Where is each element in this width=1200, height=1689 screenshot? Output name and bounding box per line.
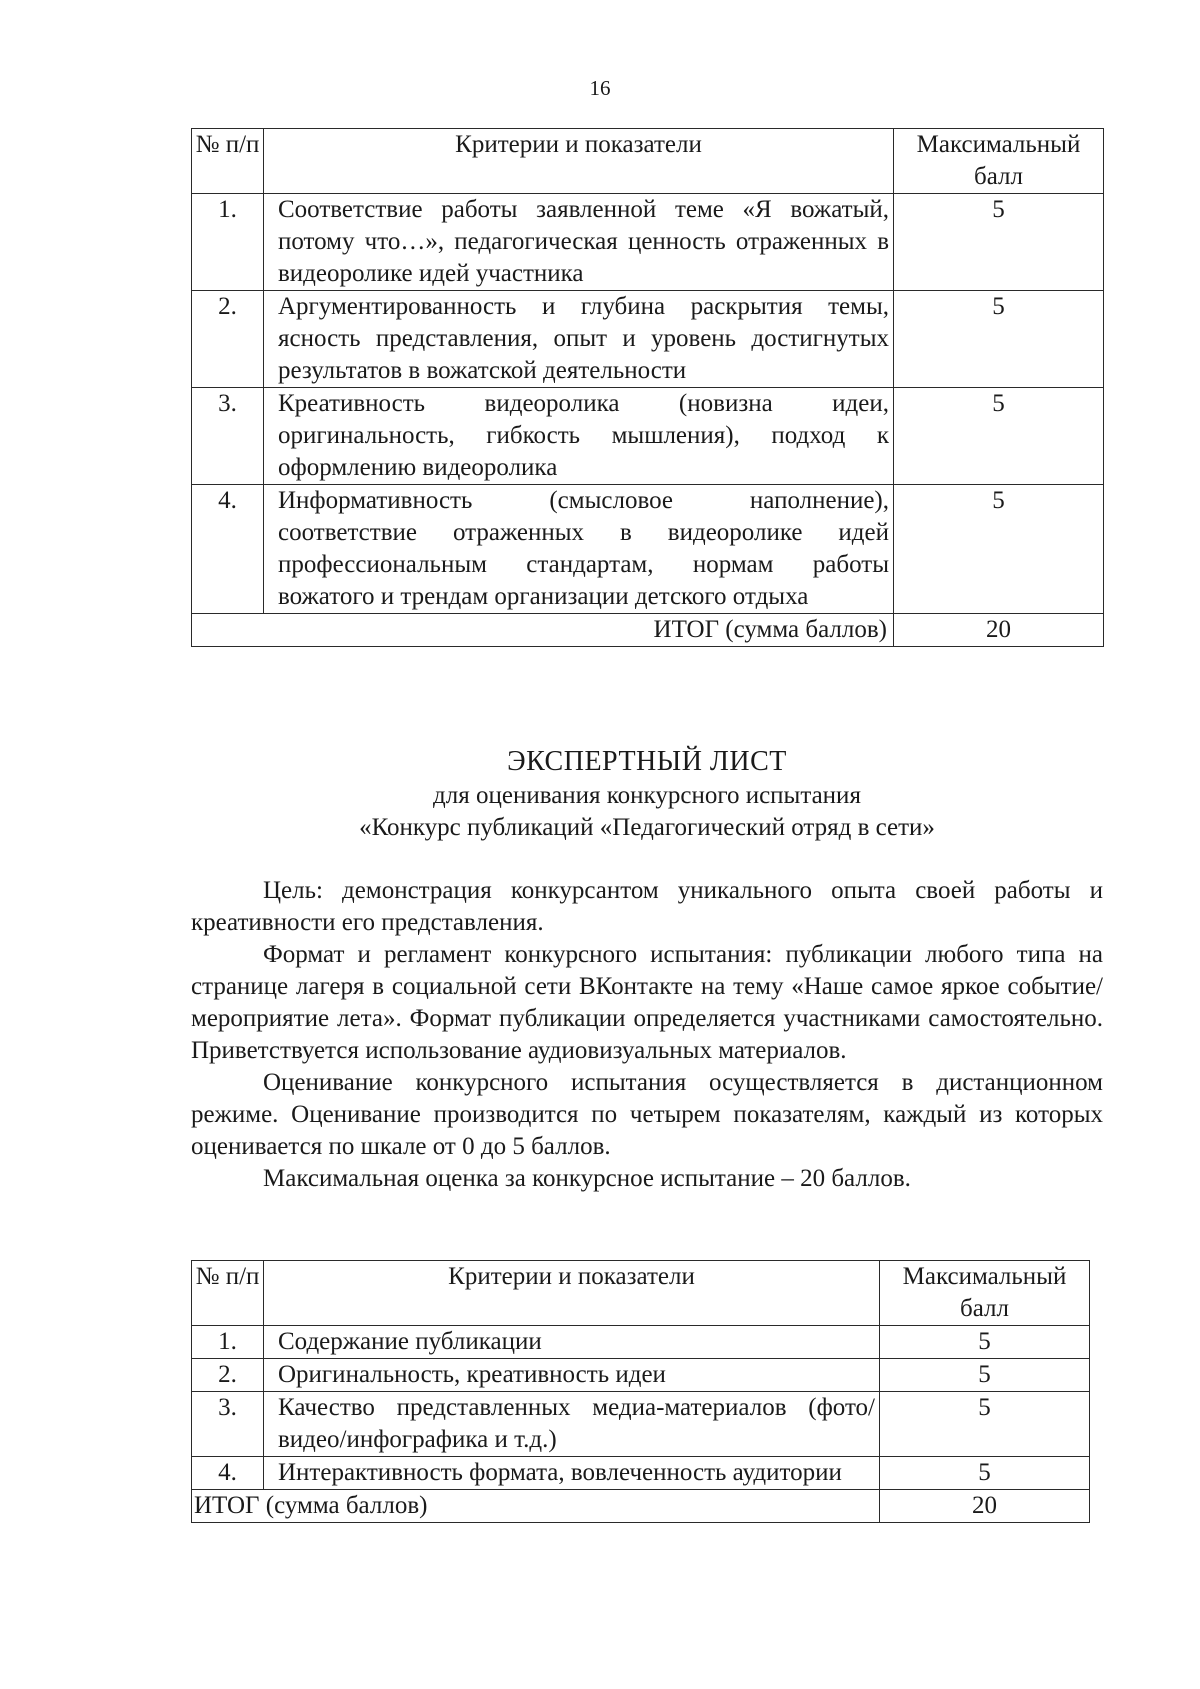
row-score: 5 [880, 1326, 1090, 1359]
row-criterion: Интерактивность формата, вовлеченность аудитории [264, 1457, 880, 1490]
row-score: 5 [894, 388, 1104, 485]
row-score: 5 [880, 1457, 1090, 1490]
row-criterion: Креативность видеоролика (новизна идеи, оригинальность, гибкость мышления), подход к оформлению видеоролика [264, 388, 894, 485]
row-num: 1. [192, 194, 264, 291]
paragraph-max-score: Максимальная оценка за конкурсное испытание – 20 баллов. [263, 1165, 911, 1192]
table-header-row [192, 1261, 1090, 1326]
row-num: 2. [192, 291, 264, 388]
total-value: 20 [880, 1490, 1090, 1523]
row-criterion: Оригинальность, креативность идеи [264, 1359, 880, 1392]
row-criterion: Качество представленных медиа-материалов (фото/видео/инфографика и т.д.) [264, 1392, 880, 1457]
row-criterion: Аргументированность и глубина раскрытия темы, ясность представления, опыт и уровень достигнутых результатов в вожатской деятельности [264, 291, 894, 388]
table-total-row [192, 1490, 1090, 1523]
row-criterion: Содержание публикации [264, 1326, 880, 1359]
table-row [192, 1359, 1090, 1392]
paragraph-evaluation: Оценивание конкурсного испытания осуществляется в дистанционном режиме. Оценивание производится по четырем показателям, каждый из которых оценивается по шкале от 0 до 5 баллов. [191, 1069, 1103, 1160]
header-criteria: Критерии и показатели [264, 1261, 880, 1326]
row-num: 3. [192, 1392, 264, 1457]
paragraph-format: Формат и регламент конкурсного испытания: публикации любого типа на странице лагеря в социальной сети ВКонтакте на тему «Наше самое яркое событие/мероприятие лета». Формат публикации определяется участниками самостоятельно. Приветствуется использование аудиовизуальных материалов. [191, 941, 1103, 1064]
total-value: 20 [894, 614, 1104, 647]
table-row [192, 1392, 1090, 1457]
paragraph-goal: Цель: демонстрация конкурсантом уникального опыта своей работы и креативности его представления. [191, 877, 1103, 936]
row-num: 2. [192, 1359, 264, 1392]
expert-sheet-subtitle-1: для оценивания конкурсного испытания [433, 782, 861, 809]
table-row [192, 1457, 1090, 1490]
header-num: № п/п [192, 1261, 264, 1326]
total-label: ИТОГ (сумма баллов) [192, 1490, 880, 1523]
row-num: 3. [192, 388, 264, 485]
row-num: 4. [192, 1457, 264, 1490]
body-text [191, 875, 1103, 1195]
row-score: 5 [880, 1392, 1090, 1457]
criteria-table-video [191, 128, 1104, 647]
table-row [192, 194, 1104, 291]
header-max-score: Максимальный балл [894, 129, 1104, 194]
row-score: 5 [894, 291, 1104, 388]
table-row [192, 291, 1104, 388]
row-score: 5 [894, 194, 1104, 291]
header-max-score: Максимальный балл [880, 1261, 1090, 1326]
row-num: 4. [192, 485, 264, 614]
row-score: 5 [880, 1359, 1090, 1392]
header-num: № п/п [192, 129, 264, 194]
table-row [192, 1326, 1090, 1359]
table-header-row [192, 129, 1104, 194]
row-score: 5 [894, 485, 1104, 614]
header-criteria: Критерии и показатели [264, 129, 894, 194]
expert-sheet-subtitle-2: «Конкурс публикаций «Педагогический отряд в сети» [359, 814, 935, 841]
expert-sheet-heading [191, 744, 1103, 844]
criteria-table-publications [191, 1260, 1090, 1523]
table-total-row [192, 614, 1104, 647]
row-num: 1. [192, 1326, 264, 1359]
total-label: ИТОГ (сумма баллов) [192, 614, 894, 647]
page-number: 16 [589, 76, 611, 100]
row-criterion: Информативность (смысловое наполнение), соответствие отраженных в видеоролике идей профессиональным стандартам, нормам работы вожатого и трендам организации детского отдыха [264, 485, 894, 614]
table-row [192, 388, 1104, 485]
table-row [192, 485, 1104, 614]
row-criterion: Соответствие работы заявленной теме «Я вожатый, потому что…», педагогическая ценность отраженных в видеоролике идей участника [264, 194, 894, 291]
expert-sheet-title: ЭКСПЕРТНЫЙ ЛИСТ [507, 746, 787, 777]
